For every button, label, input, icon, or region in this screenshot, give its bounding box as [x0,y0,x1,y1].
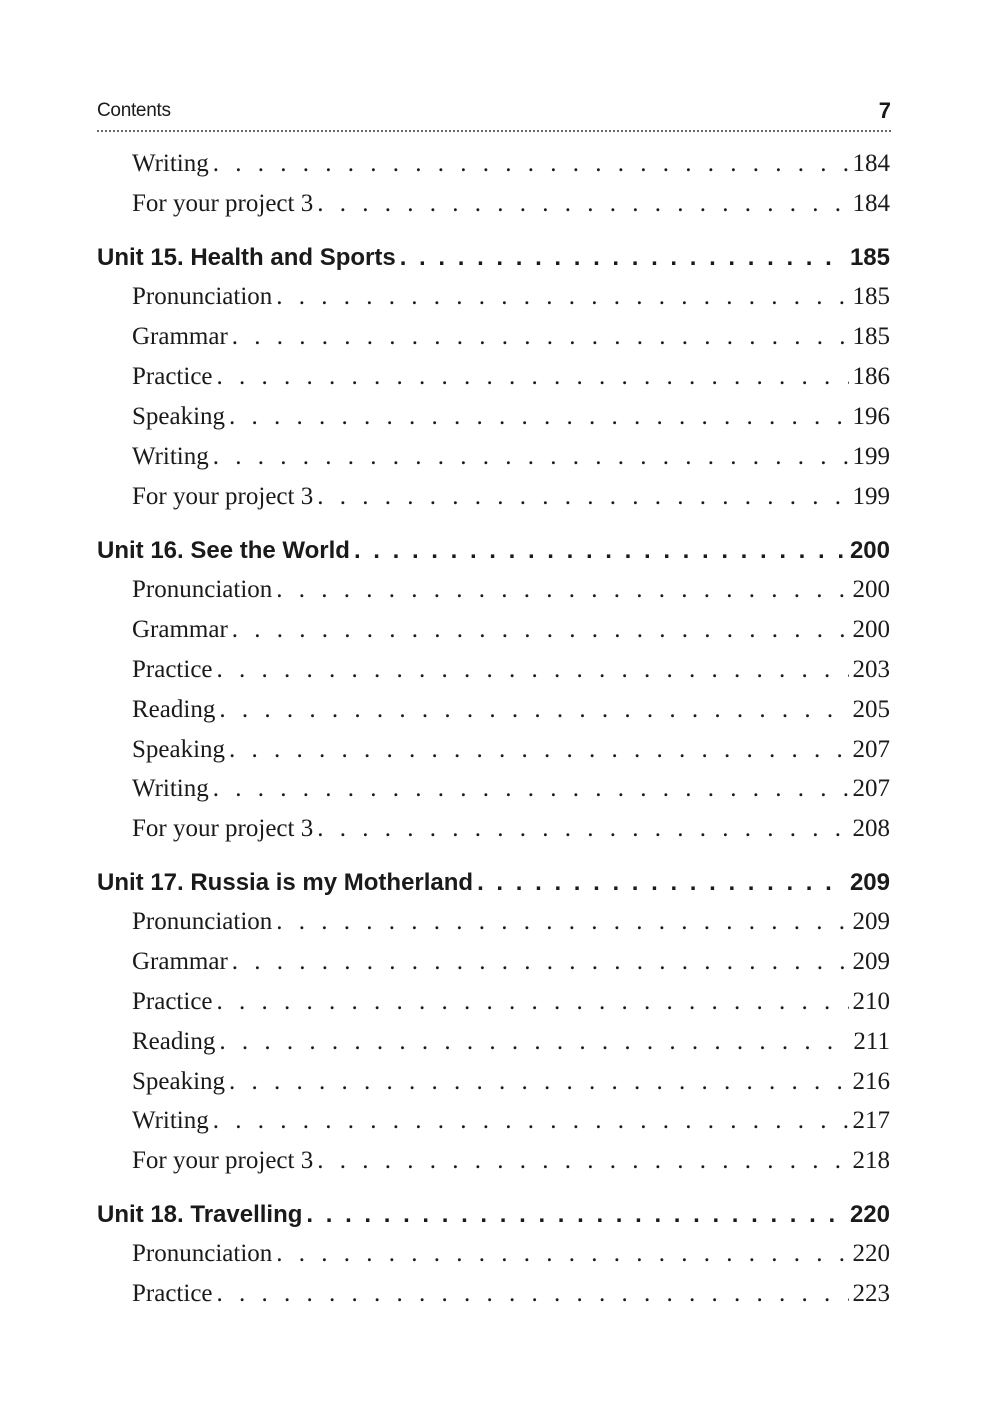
toc-unit-heading [97,869,890,897]
toc-entry-page: 184 [852,190,890,217]
dot-leader [229,1068,848,1096]
dot-leader [232,616,849,644]
toc-entry-label: For your project 3 [132,483,314,510]
toc-unit-label: Unit 16. See the World [97,537,350,564]
dot-leader [213,1107,849,1135]
toc-entry [132,190,890,218]
toc-entry-label: Speaking [132,1068,226,1095]
toc-entry [132,576,890,604]
toc-entry-page: 218 [852,1147,890,1174]
toc-entry-page: 184 [852,150,890,177]
toc-entry [132,443,890,471]
toc-entry-page: 217 [852,1107,890,1134]
toc-entry [132,616,890,644]
toc-entry-page: 207 [852,736,890,763]
dot-leader [317,1147,848,1175]
toc-entry-page: 203 [852,656,890,683]
toc-entry-label: Grammar [132,323,228,350]
dot-leader [317,483,848,511]
toc-entry-label: Practice [132,656,213,683]
toc-entry [132,1280,890,1308]
dot-leader [276,908,848,936]
dot-leader [232,323,849,351]
toc-entry-page: 223 [852,1280,890,1307]
header-title: Contents [97,100,171,121]
dot-leader [354,537,846,565]
toc-entry [132,323,890,351]
toc-entry-page: 210 [852,988,890,1015]
toc-entry-page: 186 [852,363,890,390]
dot-leader [229,403,848,431]
dot-leader [217,988,849,1016]
toc-entry-label: Speaking [132,403,226,430]
toc-entry-label: Practice [132,363,213,390]
dot-leader [232,948,849,976]
toc-entry-label: Pronunciation [132,908,273,935]
toc-entry [132,1240,890,1268]
toc-unit-label: Unit 15. Health and Sports [97,244,396,271]
toc-entry-label: Speaking [132,736,226,763]
toc-entry [132,948,890,976]
toc-entry-label: Writing [132,150,209,177]
toc-entry-page: 220 [852,1240,890,1267]
toc-entry-label: Reading [132,1028,216,1055]
toc-entry [132,1068,890,1096]
toc-entry [132,1028,890,1056]
toc-entry-page: 209 [852,948,890,975]
toc-entry-label: Practice [132,1280,213,1307]
dot-leader [229,736,848,764]
toc-entry-label: Writing [132,775,209,802]
toc-unit-label: Unit 17. Russia is my Motherland [97,869,474,896]
dot-leader [276,1240,848,1268]
toc-unit-page: 200 [849,537,890,564]
toc-unit-heading [97,537,890,565]
toc-entry [132,656,890,684]
toc-unit-page: 220 [849,1201,890,1228]
toc-unit-heading [97,1201,890,1229]
toc-entry-page: 208 [852,815,890,842]
toc-entry-page: 185 [852,323,890,350]
toc-entry-page: 211 [853,1028,890,1055]
dot-leader [400,244,846,272]
toc-entry-label: For your project 3 [132,815,314,842]
toc-unit-heading [97,244,890,272]
dot-leader [213,150,849,178]
toc-entry [132,483,890,511]
toc-entry-page: 199 [852,483,890,510]
toc-entry-page: 200 [852,616,890,643]
toc-entry-label: For your project 3 [132,1147,314,1174]
toc-entry-page: 207 [852,775,890,802]
toc-unit-page: 185 [849,244,890,271]
toc-entry-page: 199 [852,443,890,470]
toc-entry-label: Grammar [132,616,228,643]
toc-entry-page: 185 [852,283,890,310]
toc-entry-label: Pronunciation [132,1240,273,1267]
toc-entry [132,403,890,431]
toc-entry-label: Pronunciation [132,283,273,310]
toc-entry-page: 200 [852,576,890,603]
dot-leader [219,1028,849,1056]
dot-leader [217,363,849,391]
toc-entry-page: 209 [852,908,890,935]
toc-entry [132,775,890,803]
toc-entry [132,283,890,311]
header-page-number: 7 [878,98,891,123]
toc-unit-page: 209 [849,869,890,896]
dot-leader [213,443,849,471]
toc-entry [132,696,890,724]
dot-leader [213,775,849,803]
dot-leader [477,869,846,897]
toc-entry [132,1147,890,1175]
dot-leader [217,1280,849,1308]
dot-leader [217,656,849,684]
toc-entry-label: Practice [132,988,213,1015]
toc-entry-label: Writing [132,443,209,470]
toc-unit-label: Unit 18. Travelling [97,1201,303,1228]
toc-entry [132,150,890,178]
toc-entry-page: 196 [852,403,890,430]
dot-leader [276,283,848,311]
dot-leader [306,1201,846,1229]
dot-leader [317,815,848,843]
toc-entry [132,1107,890,1135]
running-header [97,98,891,132]
toc-entry-label: Pronunciation [132,576,273,603]
toc-entry [132,736,890,764]
toc-entry-page: 205 [852,696,890,723]
toc-entry [132,363,890,391]
toc-entry [132,815,890,843]
toc-entry [132,988,890,1016]
toc-entry-page: 216 [852,1068,890,1095]
dot-leader [317,190,848,218]
toc-entry-label: For your project 3 [132,190,314,217]
toc-entry-label: Writing [132,1107,209,1134]
dot-leader [219,696,848,724]
toc-entry-label: Grammar [132,948,228,975]
toc-entry [132,908,890,936]
dot-leader [276,576,848,604]
toc-entry-label: Reading [132,696,216,723]
